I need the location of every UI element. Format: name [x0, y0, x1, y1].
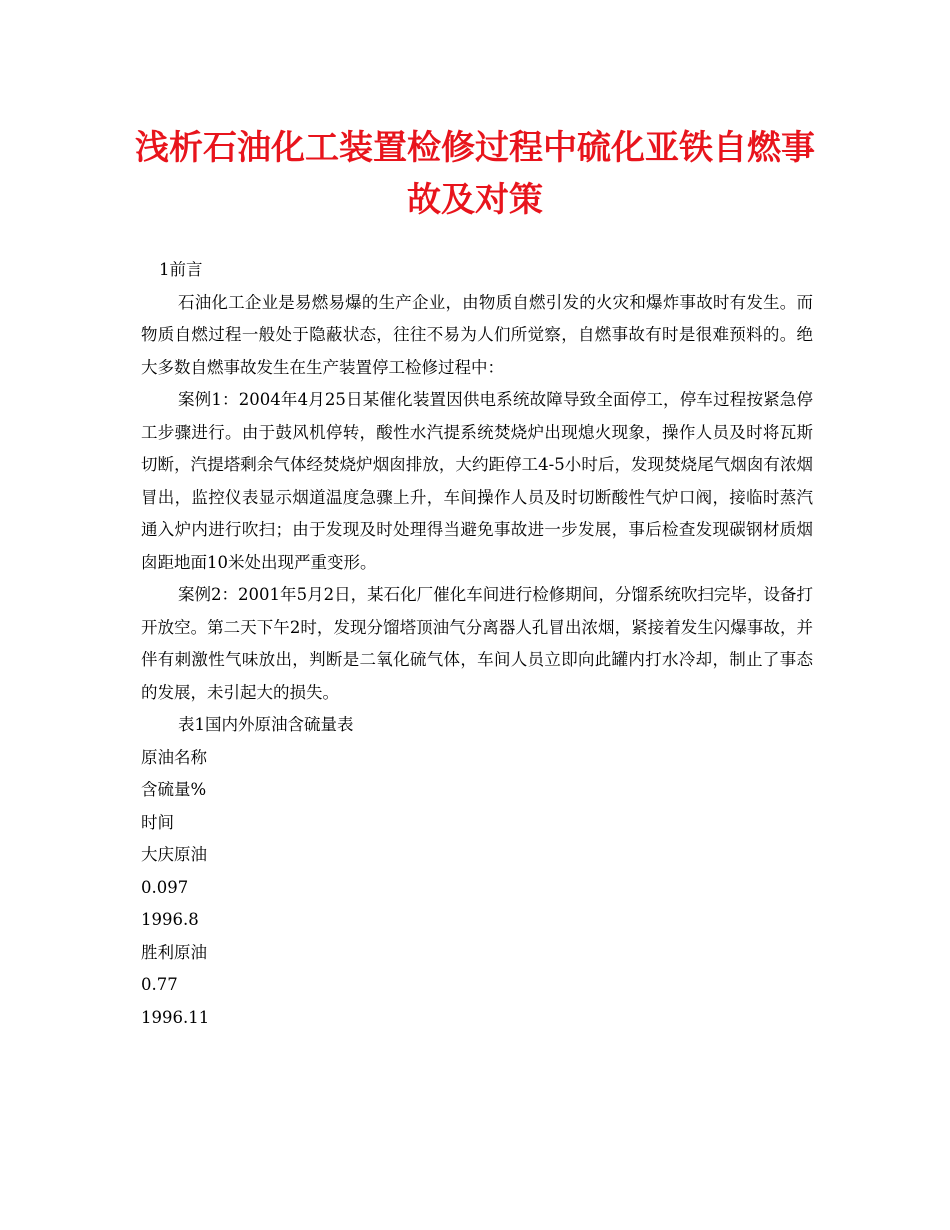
table-line: 大庆原油	[141, 845, 207, 864]
table-line: 1996.11	[141, 1007, 210, 1027]
table-line: 0.77	[141, 975, 178, 994]
case-1-paragraph: 案例1：2004年4月25日某催化装置因供电系统故障导致全面停工，停车过程按紧急停工步骤进行。由于鼓风机停转，酸性水汽提系统焚烧炉出现熄火现象，操作人员及时将瓦斯切断，汽提塔剩余气体经焚烧炉烟囱排放，大约距停工4-5小时后，发现焚烧尾气烟囱有浓烟冒出，监控仪表显示烟道温度急骤上升，车间操作人员及时切断酸性气炉口阀，接临时蒸汽通入炉内进行吹扫；由于发现及时处理得当避免事故进一步发展，事后检查发现碳钢材质烟囱距地面10米处出现严重变形。	[141, 390, 813, 572]
intro-paragraph: 石油化工企业是易燃易爆的生产企业，由物质自燃引发的火灾和爆炸事故时有发生。而物质自燃过程一般处于隐蔽状态，往往不易为人们所觉察，自燃事故有时是很难预料的。绝大多数自燃事故发生在生产装置停工检修过程中：	[141, 292, 813, 377]
table-line: 含硫量%	[141, 780, 207, 799]
table-line: 原油名称	[141, 747, 207, 767]
table-line: 时间	[141, 812, 174, 832]
case-2-paragraph: 案例2：2001年5月2日，某石化厂催化车间进行检修期间，分馏系统吹扫完毕，设备打开放空。第二天下午2时，发现分馏塔顶油气分离器人孔冒出浓烟，紧接着发生闪爆事故，并伴有刺激性气味放出，判断是二氧化硫气体，车间人员立即向此罐内打水冷却，制止了事态的发展，未引起大的损失。	[141, 585, 813, 702]
document-body	[141, 254, 813, 1034]
table-line: 0.097	[141, 877, 189, 897]
table-line: 胜利原油	[141, 942, 207, 962]
document-title: 浅析石油化工装置检修过程中硫化亚铁自燃事故及对策	[135, 128, 815, 220]
table-caption: 表1国内外原油含硫量表	[178, 715, 354, 734]
section-heading: 1前言	[159, 260, 203, 279]
table-line: 1996.8	[141, 910, 199, 929]
